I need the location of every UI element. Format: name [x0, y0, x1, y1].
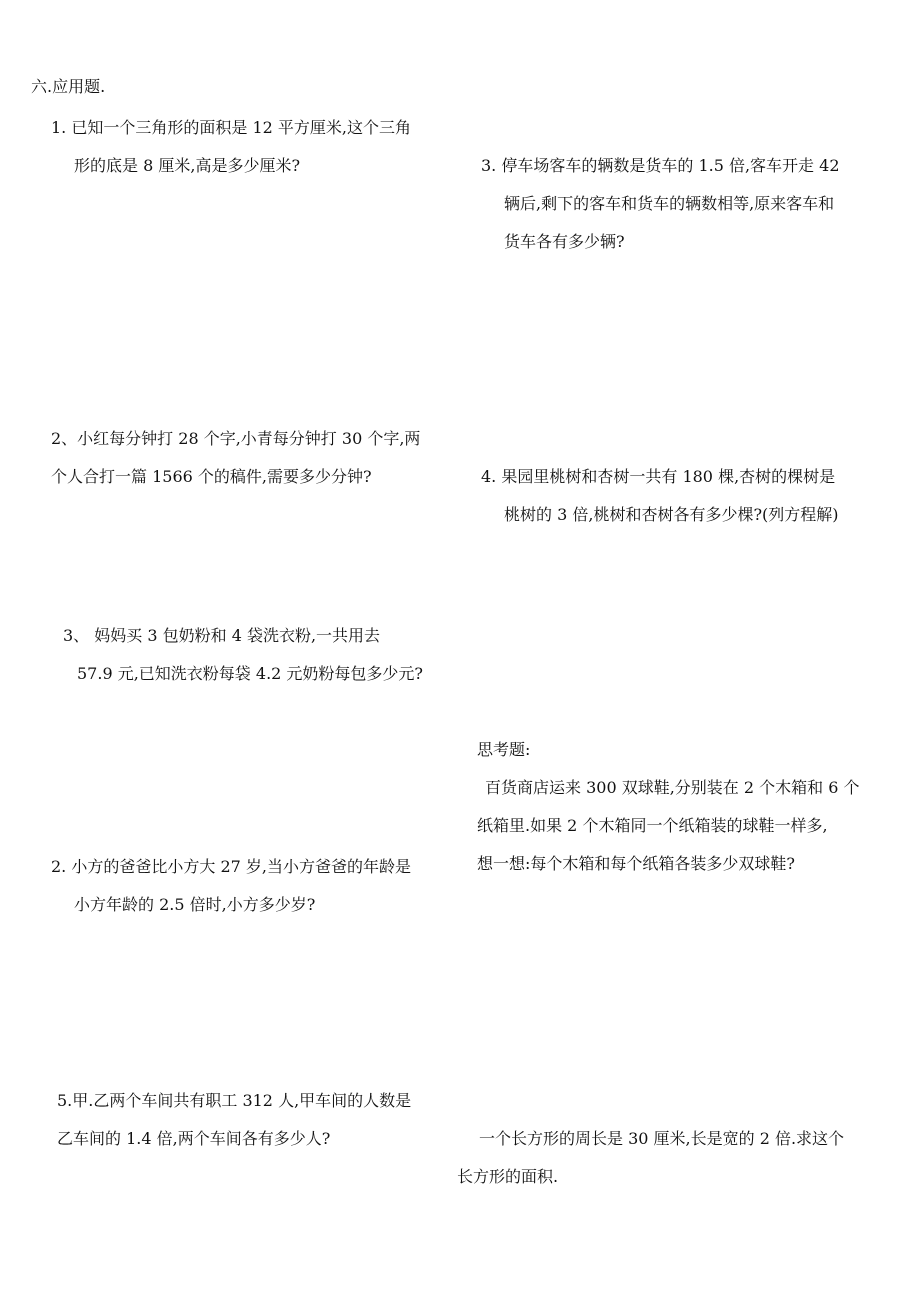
question-2b-line-1: 2. 小方的爸爸比小方大 27 岁,当小方爸爸的年龄是: [51, 857, 411, 876]
rectangle-line-2: 长方形的面积.: [457, 1167, 559, 1186]
question-1-line-1: 1. 已知一个三角形的面积是 12 平方厘米,这个三角: [51, 118, 411, 137]
thinking-line-2: 纸箱里.如果 2 个木箱同一个纸箱装的球鞋一样多,: [477, 816, 828, 835]
question-2a-line-1: 2、小红每分钟打 28 个字,小青每分钟打 30 个字,两: [51, 429, 421, 448]
question-1: [51, 109, 411, 185]
question-2b: [51, 848, 411, 924]
question-3b-line-1: 3. 停车场客车的辆数是货车的 1.5 倍,客车开走 42: [481, 156, 840, 175]
question-2a: [51, 420, 420, 496]
question-3a-line-1: 3、 妈妈买 3 包奶粉和 4 袋洗衣粉,一共用去: [63, 626, 381, 645]
question-3b-line-2: 辆后,剩下的客车和货车的辆数相等,原来客车和: [504, 194, 835, 213]
question-5-line-2: 乙车间的 1.4 倍,两个车间各有多少人?: [57, 1129, 331, 1148]
section-title-text: 六.应用题.: [31, 77, 106, 96]
question-3a: [63, 617, 423, 693]
question-4-line-2: 桃树的 3 倍,桃树和杏树各有多少棵?(列方程解): [504, 505, 839, 524]
question-3b: [481, 147, 840, 261]
question-3b-line-3: 货车各有多少辆?: [504, 232, 625, 251]
rectangle-line-1: 一个长方形的周长是 30 厘米,长是宽的 2 倍.求这个: [479, 1129, 845, 1148]
question-3a-line-2: 57.9 元,已知洗衣粉每袋 4.2 元奶粉每包多少元?: [77, 664, 423, 683]
question-1-line-2: 形的底是 8 厘米,高是多少厘米?: [74, 156, 301, 175]
thinking-title: 思考题:: [477, 740, 531, 759]
question-2a-line-2: 个人合打一篇 1566 个的稿件,需要多少分钟?: [51, 467, 372, 486]
question-4-line-1: 4. 果园里桃树和杏树一共有 180 棵,杏树的棵树是: [481, 467, 836, 486]
rectangle-question: [457, 1120, 844, 1196]
question-5-line-1: 5.甲.乙两个车间共有职工 312 人,甲车间的人数是: [57, 1091, 412, 1110]
thinking-line-1: 百货商店运来 300 双球鞋,分别装在 2 个木箱和 6 个: [485, 778, 860, 797]
question-5: [57, 1082, 411, 1158]
section-title: [31, 68, 105, 106]
thinking-line-3: 想一想:每个木箱和每个纸箱各装多少双球鞋?: [477, 854, 795, 873]
question-4: [481, 458, 839, 534]
thinking-question: [477, 731, 860, 883]
question-2b-line-2: 小方年龄的 2.5 倍时,小方多少岁?: [74, 895, 316, 914]
